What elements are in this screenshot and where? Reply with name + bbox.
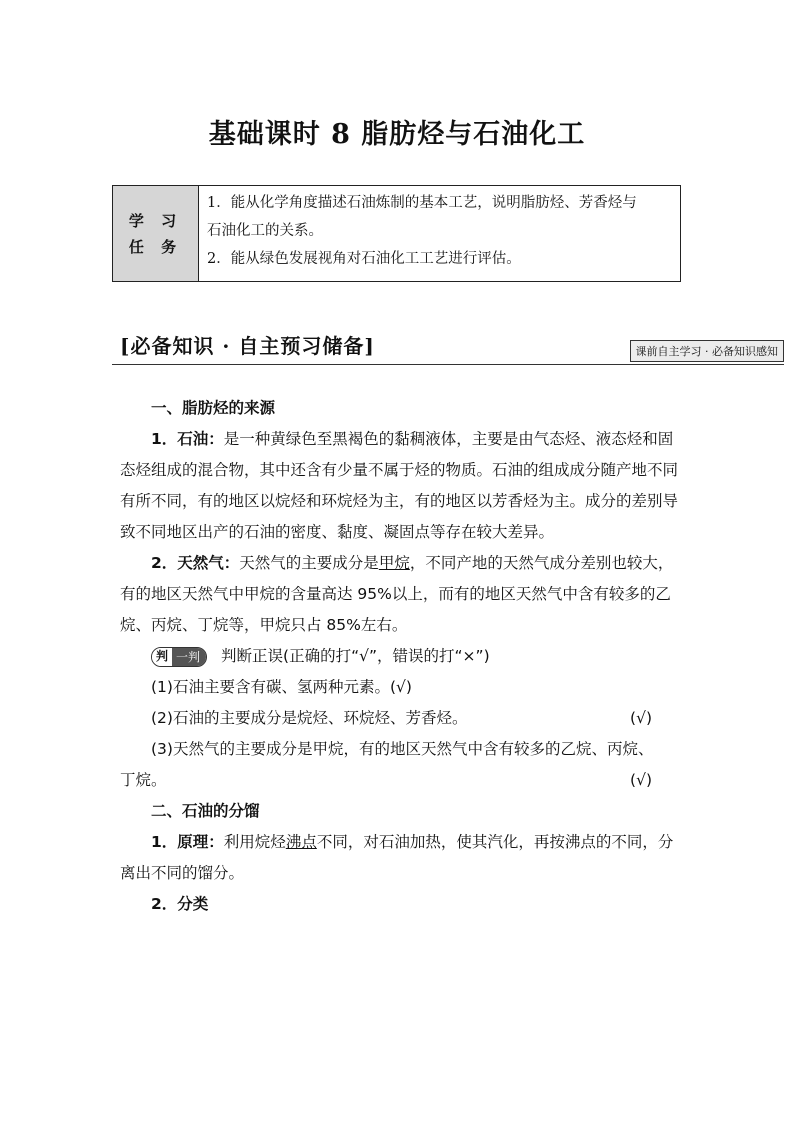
question-2-text: (2)石油的主要成分是烷烃、环烷烃、芳香烃。 bbox=[151, 709, 468, 727]
paragraph-petroleum bbox=[120, 424, 680, 548]
question-3-line-1: (3)天然气的主要成分是甲烷，有的地区天然气中含有较多的乙烷、丙烷、 bbox=[151, 740, 654, 758]
text-petroleum: 是一种黄绿色至黑褐色的黏稠液体，主要是由气态烃、液态烃和固态烃组成的混合物，其中还含有少量不属于烃的物质。石油的组成成分随产地不同有所不同，有的地区以烷烃和环烷烃为主，有的地区以芳香烃为主。成分的差别导致不同地区出产的石油的密度、黏度、凝固点等存在较大差异。 bbox=[120, 430, 679, 541]
task-table-header: 学 习 任 务 bbox=[113, 186, 199, 281]
question-3-answer: (√) bbox=[630, 771, 652, 789]
text-natural-gas-b: ，不同产地的天然气成分差别也较大，有的地区天然气中甲烷的含量高达 95%以上，而有的地区天然气中含有较多的乙烷、丙烷、丁烷等，甲烷只占 85%左右。 bbox=[120, 554, 674, 634]
text-principle-b: 不同，对石油加热，使其汽化，再按沸点的不同，分离出不同的馏分。 bbox=[120, 833, 674, 882]
section-tag: 课前自主学习 · 必备知识感知 bbox=[630, 340, 785, 362]
judge-text: 判断正误(正确的打“√”，错误的打“×”) bbox=[221, 647, 490, 665]
label-classification: 2．分类 bbox=[151, 895, 209, 913]
underlined-boiling-point: 沸点 bbox=[285, 833, 317, 851]
heading-sources: 一、脂肪烃的来源 bbox=[151, 399, 276, 417]
task-table-body bbox=[199, 186, 680, 281]
question-2-answer: (√) bbox=[630, 709, 652, 727]
label-petroleum: 1．石油： bbox=[151, 430, 224, 448]
paragraph-natural-gas bbox=[120, 548, 680, 641]
paragraph-classification bbox=[120, 889, 680, 920]
section-header bbox=[112, 330, 784, 365]
judge-badge-b: 一判 bbox=[172, 648, 206, 666]
task-line: 1．能从化学角度描述石油炼制的基本工艺，说明脂肪烃、芳香烃与 bbox=[207, 195, 637, 211]
page-title: 基础课时 8 脂肪烃与石油化工 bbox=[208, 119, 586, 150]
task-line: 2．能从绿色发展视角对石油化工工艺进行评估。 bbox=[207, 251, 521, 267]
judge-instruction bbox=[120, 641, 680, 672]
judge-badge-a: 判 bbox=[152, 647, 172, 667]
question-3-line-2 bbox=[120, 765, 680, 796]
question-1: (1)石油主要含有碳、氢两种元素。(√) bbox=[151, 678, 412, 696]
question-2 bbox=[120, 703, 680, 734]
task-line: 石油化工的关系。 bbox=[207, 223, 323, 239]
learning-task-table bbox=[112, 185, 681, 282]
heading-distillation: 二、石油的分馏 bbox=[151, 802, 260, 820]
main-content bbox=[120, 393, 680, 920]
paragraph-principle bbox=[120, 827, 680, 889]
text-principle-a: 利用烷烃 bbox=[223, 833, 286, 851]
label-principle: 1．原理： bbox=[151, 833, 224, 851]
underlined-methane: 甲烷 bbox=[378, 554, 410, 572]
question-3-text: 丁烷。 bbox=[120, 771, 167, 789]
section-title: [必备知识 · 自主预习储备] bbox=[120, 334, 375, 358]
judge-badge-icon bbox=[151, 647, 207, 667]
label-natural-gas: 2．天然气： bbox=[151, 554, 240, 572]
text-natural-gas-a: 天然气的主要成分是 bbox=[239, 554, 379, 572]
